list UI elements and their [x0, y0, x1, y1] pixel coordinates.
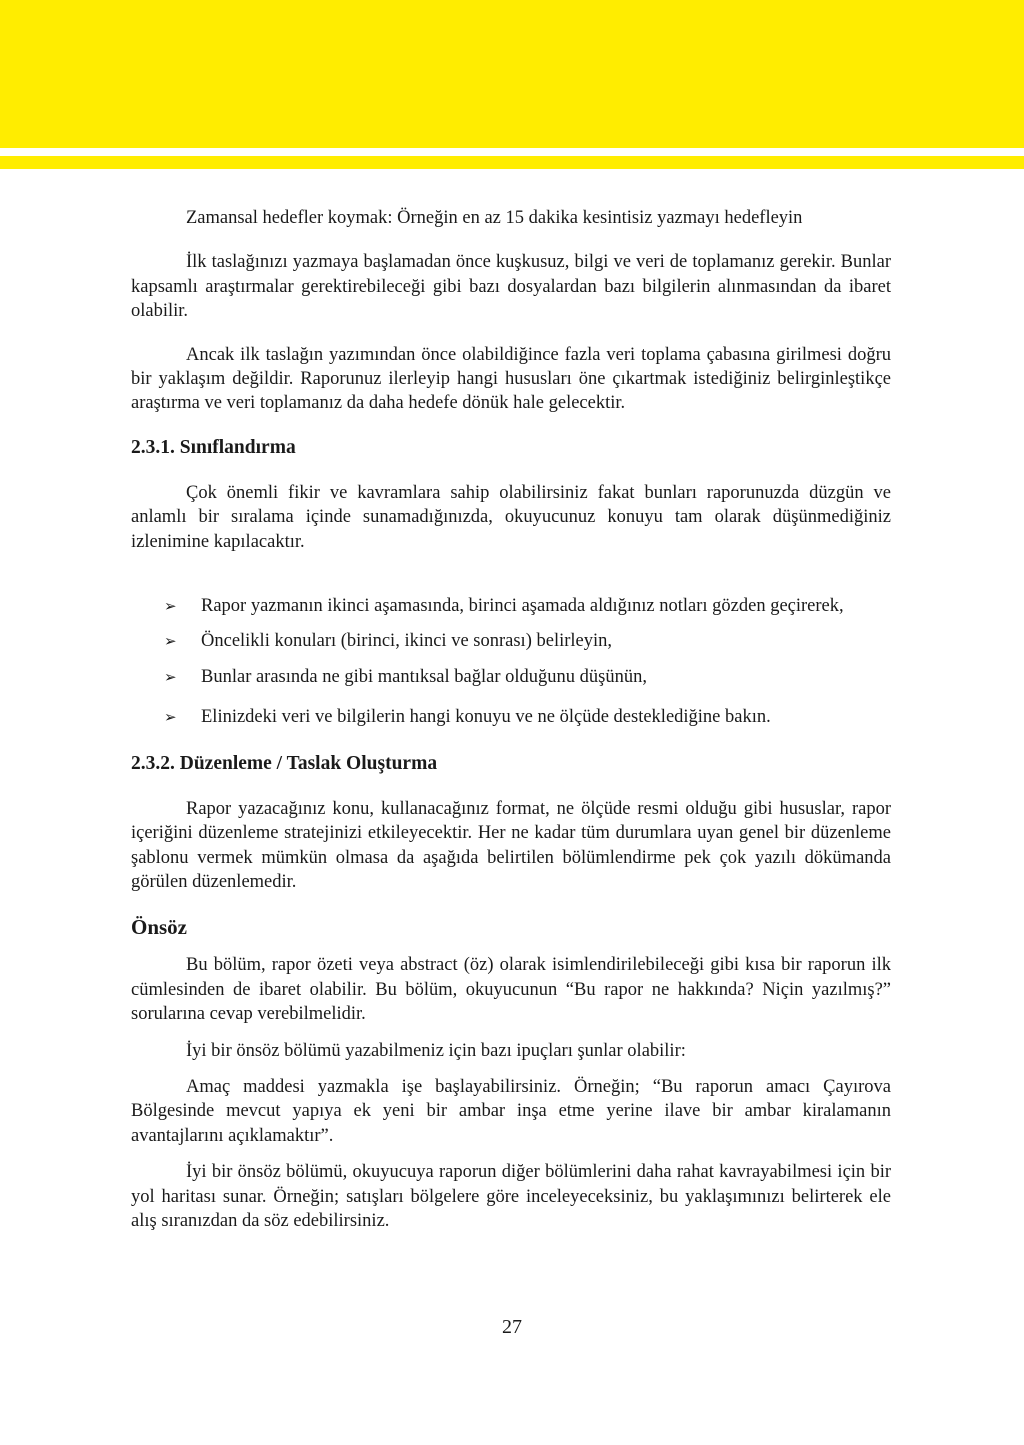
arrow-bullet-icon: ➢ — [164, 597, 177, 616]
paragraph-preface-roadmap: İyi bir önsöz bölümü, okuyucuya raporun diğer bölümlerini daha rahat kavrayabilmesi için bir yol haritası sunar. Örneğin; satışları bölgelere göre inceleyeceksiniz, bu yaklaşımınızı belirterek ele alış sıranızdan da söz edebilirsiniz. — [131, 1162, 891, 1231]
paragraph-organization: Rapor yazacağınız konu, kullanacağınız format, ne ölçüde resmi olduğu gibi hususlar, rapor içeriğini düzenleme stratejinizi etkileyecektir. Her ne kadar tüm durumlara uyan genel bir düzenleme şablonu vermek mümkün olmasa da aşağıda belirtilen bölümlendirme pek çok yazılı dökümanda görülen düzenlemedir. — [131, 798, 891, 892]
list-item — [131, 629, 891, 653]
classification-bullet-list — [131, 594, 891, 730]
paragraph-preface-tips: İyi bir önsöz bölümü yazabilmeniz için bazı ipuçları şunlar olabilir: — [186, 1040, 686, 1061]
header-yellow-stripe — [0, 156, 1024, 169]
list-item-text: Öncelikli konuları (birinci, ikinci ve sonrası) belirleyin, — [201, 631, 613, 652]
list-item — [131, 665, 891, 689]
page-number: 27 — [502, 1316, 522, 1338]
list-item — [131, 705, 891, 729]
arrow-bullet-icon: ➢ — [164, 667, 177, 686]
header-yellow-band — [0, 0, 1024, 148]
paragraph-classification: Çok önemli fikir ve kavramlara sahip olabilirsiniz fakat bunları raporunuzda düzgün ve anlamlı bir sıralama içinde sunamadığınızda, okuyucunuz konuyu tam olarak düşünmediğiniz izlenimine kapılacaktır. — [131, 482, 891, 552]
arrow-bullet-icon: ➢ — [164, 708, 177, 727]
section-heading-organization: 2.3.2. Düzenleme / Taslak Oluşturma — [131, 752, 438, 774]
paragraph-preface-intro: Bu bölüm, rapor özeti veya abstract (öz) olarak isimlendirilebileceği gibi kısa bir raporun ilk cümlesinden de ibaret olabilir. Bu bölüm, okuyucunun “Bu rapor ne hakkında? Niçin yazılmış?” sorularına cevap verebilmelidir. — [131, 955, 891, 1025]
paragraph-preface-purpose: Amaç maddesi yazmakla işe başlayabilirsiniz. Örneğin; “Bu raporun amacı Çayırova Bölgesinde mevcut yapıya ek yeni bir ambar inşa etme yerine ilave bir ambar kiralamanın avantajlarını açıklamaktır”. — [131, 1076, 891, 1146]
section-heading-preface: Önsöz — [131, 915, 188, 940]
list-item-text: Rapor yazmanın ikinci aşamasında, birinci aşamada aldığınız notları gözden geçirerek, — [201, 596, 844, 617]
list-item-text: Bunlar arasında ne gibi mantıksal bağlar olduğunu düşünün, — [201, 666, 647, 687]
list-item — [131, 594, 891, 618]
paragraph-data-collection: Ancak ilk taslağın yazımından önce olabildiğince fazla veri toplama çabasına girilmesi doğru bir yaklaşım değildir. Raporunuz ilerleyip hangi hususları öne çıkartmak istediğiniz belirginleştikçe araştırma ve veri toplamanız da daha hedefe dönük hale gelecektir. — [131, 344, 891, 414]
paragraph-first-draft: İlk taslağınızı yazmaya başlamadan önce kuşkusuz, bilgi ve veri de toplamanız gerekir. Bunlar kapsamlı araştırmalar gerektirebileceği gibi bazı dosyalardan bazı bilgilerin alınmasından da ibaret olabilir. — [131, 252, 891, 322]
section-heading-classification: 2.3.1. Sınıflandırma — [131, 436, 296, 458]
arrow-bullet-icon: ➢ — [164, 632, 177, 651]
page-content — [131, 206, 891, 1245]
paragraph-time-goals: Zamansal hedefler koymak: Örneğin en az 15 dakika kesintisiz yazmayı hedefleyin — [186, 208, 803, 228]
list-item-text: Elinizdeki veri ve bilgilerin hangi konuyu ve ne ölçüde desteklediğine bakın. — [201, 707, 771, 728]
